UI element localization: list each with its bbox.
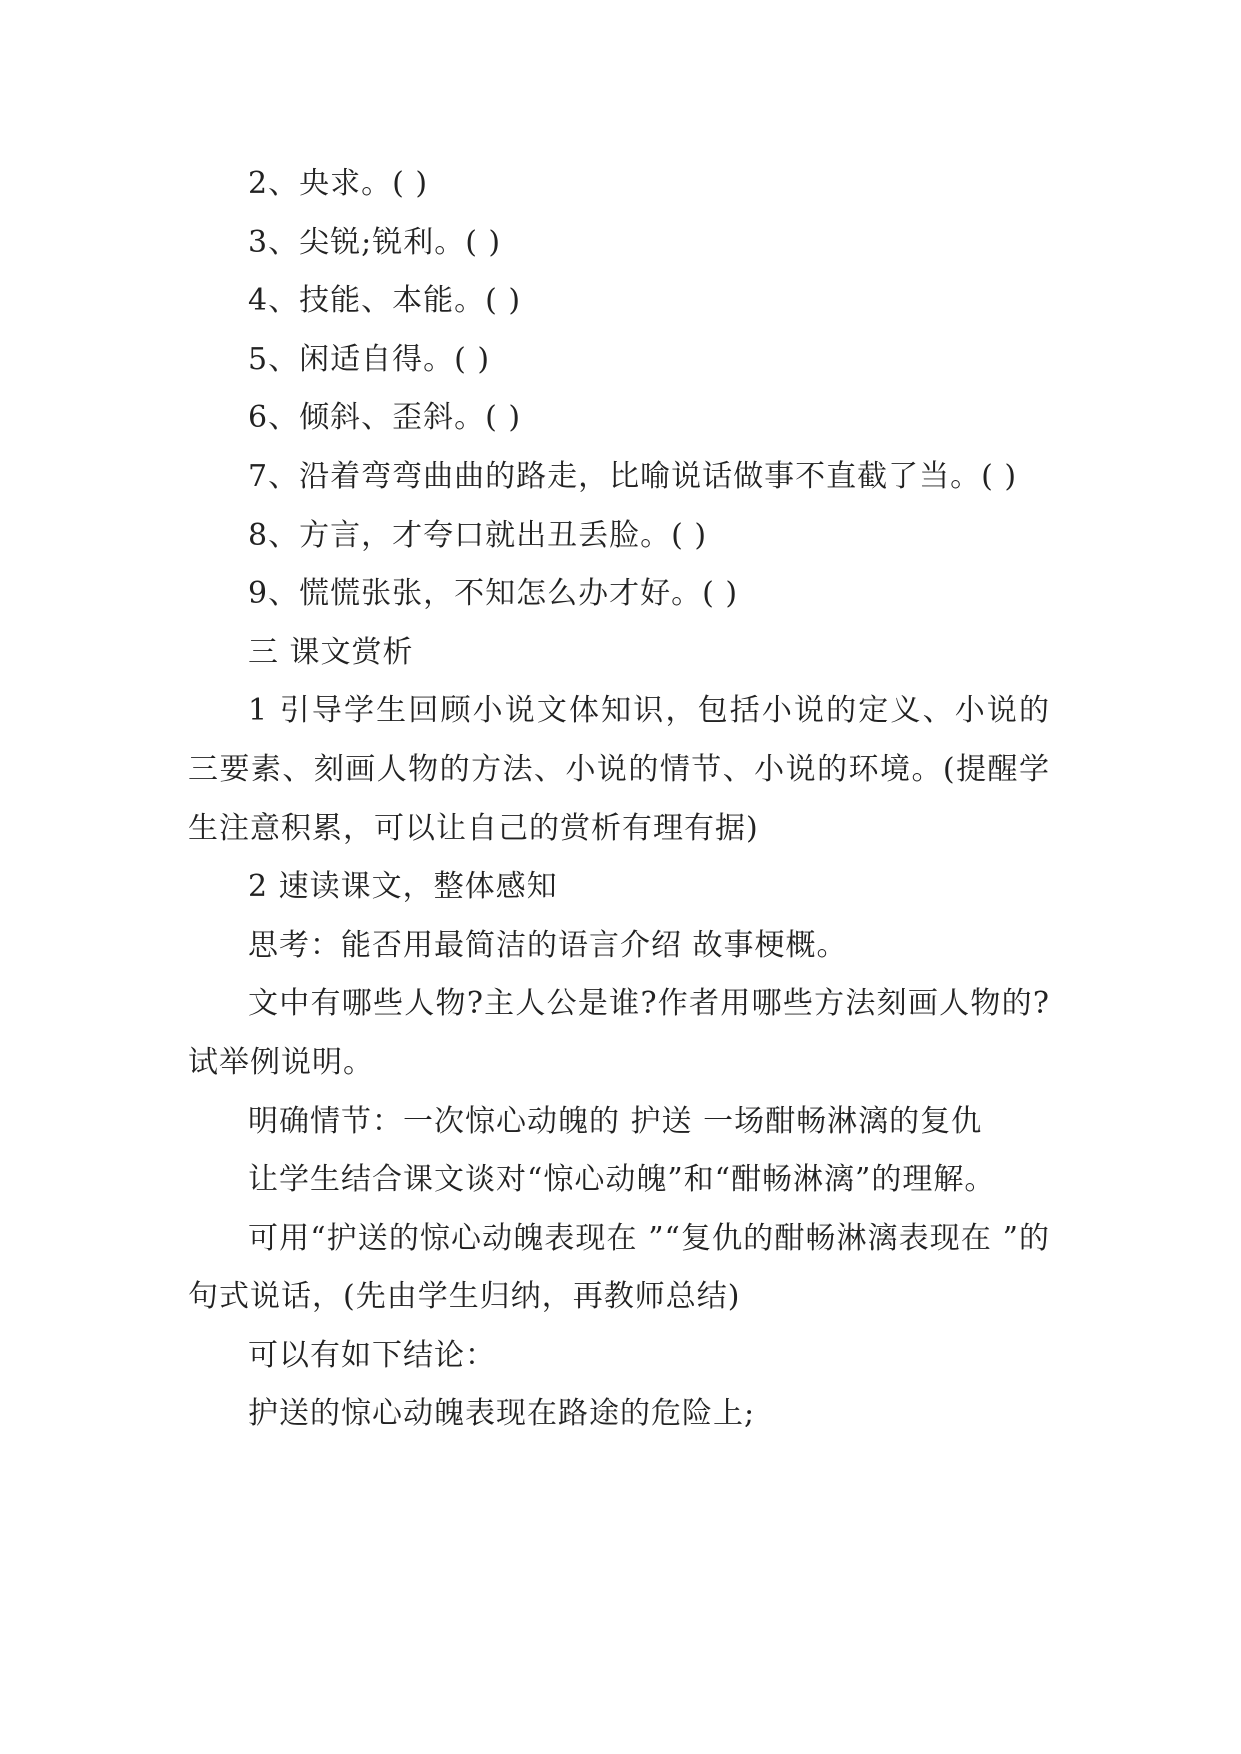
item-3-jianrui: 3、尖锐;锐利。( ) (248, 224, 502, 260)
item-6-qingxie: 6、倾斜、歪斜。( ) (248, 400, 522, 436)
paragraph-discuss: 让学生结合课文谈对“惊心动魄”和“酣畅淋漓”的理解。 (248, 1162, 996, 1198)
paragraph-plot: 明确情节：一次惊心动魄的 护送 一场酣畅淋漓的复仇 (248, 1103, 983, 1139)
item-8-fangyan: 8、方言，才夸口就出丑丢脸。( ) (248, 517, 708, 553)
section-heading-3: 三 课文赏析 (248, 634, 414, 670)
item-4-jineng: 4、技能、本能。( ) (248, 283, 522, 319)
paragraph-characters: 文中有哪些人物?主人公是谁?作者用哪些方法刻画人物的?试举例说明。 (188, 986, 1050, 1080)
paragraph-sentence-pattern: 可用“护送的惊心动魄表现在 ”“复仇的酣畅淋漓表现在 ”的句式说话，(先由学生归纳，再教师总结) (188, 1220, 1050, 1315)
document-body (188, 155, 1050, 1444)
item-2-yangqiu: 2、央求。( ) (248, 166, 429, 201)
paragraph-escort-danger: 护送的惊心动魄表现在路途的危险上; (248, 1396, 756, 1432)
paragraph-speed-read: 2 速读课文，整体感知 (248, 869, 558, 905)
paragraph-think: 思考：能否用最简洁的语言介绍 故事梗概。 (248, 927, 848, 963)
paragraph-review-novel: 1 引导学生回顾小说文体知识，包括小说的定义、小说的三要素、刻画人物的方法、小说的情节、小说的环境。(提醒学生注意积累，可以让自己的赏析有理有据) (188, 693, 1050, 846)
item-9-huanghuang: 9、慌慌张张，不知怎么办才好。( ) (248, 576, 739, 612)
item-7-wanwan: 7、沿着弯弯曲曲的路走，比喻说话做事不直截了当。( ) (248, 458, 1018, 494)
item-5-xianshi: 5、闲适自得。( ) (248, 341, 491, 377)
paragraph-conclusion: 可以有如下结论： (248, 1337, 496, 1373)
